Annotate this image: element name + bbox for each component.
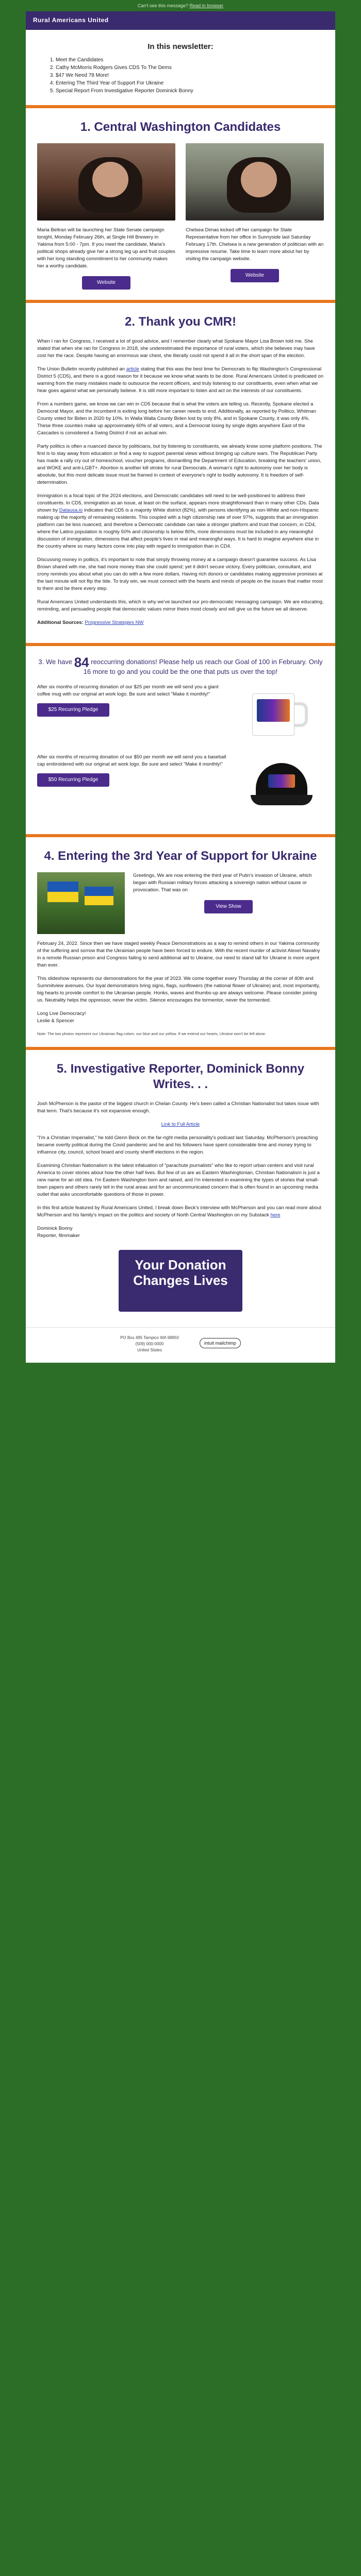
section-ukraine [26, 837, 335, 1047]
paragraph [37, 366, 324, 395]
candidate-photo [186, 143, 324, 221]
toc-item: 3. $47 We Need 78 More! [56, 72, 324, 79]
paragraph: From a numbers game, we know we can win in CD5 because that is what the voters are telling us. Recently, Spokane elected a Democrat Mayor, and the incumbent is exiting long before her career needs to end. Additionally, as reported by Politico, Whitman County voted for Biden in 2020 by 10%. In Walla Walla County Biden lost by only 8%, and in Spokane County, it was only 4%. These three counties make up approximately 60% of all voters, and a Democrat losing by single digits anywhere East of the Cascades is considered a Swing District if not an actual win. [37, 401, 317, 436]
text: stating that this was the best time for Democrats to flip Washington's Congressional District 5 (CD5), and there is a good reason for it because we know what wants to be done. Rural Americans United is predicated on warning from the many mistakes made to outsource the recent officers, and truly listening to our constituents, even when what we hear goes against what we personally believe. It is still more important to listen and act on the interests of our constituents. [37, 366, 323, 394]
footer [26, 1327, 335, 1363]
paragraph [37, 1205, 324, 1219]
newsletter-toc [26, 30, 335, 105]
candidate-maria [37, 143, 175, 290]
section-title: 2. Thank you CMR! [124, 315, 236, 329]
footer-address [120, 1335, 179, 1353]
candidate-bio: Maria Beltran will be launching her State Senate campaign tonight, Monday February 26th, at Single Hill Brewery in Yakima from 5:00 - 7pm. If you meet the candidate, Maria's political shops already give her a strong leg up and fruit couples with her long standing commitment to her community makes her a worthy candidate. [37, 227, 175, 269]
toc-item: 2. Cathy McMorris Rodgers Gives CDS To The Dems [56, 64, 324, 72]
donation-50 [37, 754, 324, 816]
paragraph: Greetings, We are now entering the third year of Putin's invasion of Ukraine, which began with Russian military forces attacking a sovereign nation without cause or provocation. That was on [133, 872, 312, 893]
sources-link[interactable]: Progressive Strategies NW [85, 620, 144, 625]
toc-item: 1. Meet the Candidates [56, 56, 324, 64]
banner-title: Rural Americans United [33, 16, 109, 24]
ukraine-photo [37, 872, 125, 934]
paragraph [37, 493, 324, 550]
banner [26, 11, 335, 30]
pledge-25-button[interactable]: $25 Recurring Pledge [37, 703, 109, 717]
paragraph: This slideshow represents our demonstrations for the year of 2023. We come together every Thursday at the corner of 40th and Summitview avenues. Our loyal demonstrators bring signs, flags, sunflowers (the national flower of Ukraine) and, most importantly, big hearts to provide comfort to the Ukrainian people. Honks, waves and thumbs-up are always welcome. Please consider joining us. Neutrality helps the oppressor, never the victim. Silence encourages the tormentor, never the tormented. [37, 975, 320, 1003]
section-reporter [26, 1050, 335, 1327]
substack-link[interactable]: here [270, 1212, 281, 1218]
preheader-text: Can't see this message? [137, 3, 189, 8]
text: 3. We have [38, 658, 73, 666]
paragraph: "I'm a Christian Imperialist," he told Glenn Beck on the far-right media personality's podcast last Saturday. McPherson's preaching became overtly political during the Covid pandemic and he and his followers have spent considerable time and money trying to influence city, council, school board and county sheriff elections in the region. [37, 1134, 318, 1155]
pledge-50-button[interactable]: $50 Recurring Pledge [37, 773, 109, 787]
section-title: 4. Entering the 3rd Year of Support for Ukraine [44, 849, 317, 863]
website-button[interactable]: Website [82, 276, 130, 290]
website-button[interactable]: Website [231, 269, 279, 282]
candidate-chelsea [186, 143, 324, 290]
donation-25 [37, 684, 324, 745]
paragraph: February 24, 2022. Since then we have staged weekly Peace Demonstrations as a way to remind others in our Yakima community of the suffering and sorrow that the Ukrainian people have been forced to endure. With the recent murder of activist Alexei Navalny in a remote Russian prison and Congress failing to send additional aid to Ukraine, our need to stand tall for Ukraine is more urgent than ever. [37, 940, 320, 968]
email-container [26, 11, 335, 1327]
text: The Union Bulletin recently published an [37, 366, 125, 372]
section-donations [26, 646, 335, 834]
text: indicates that CD5 is a majority White district (82%), with persons identifying as non-White and non-Hispanic making up the majority of remaining residents. This coupled with a high citizenship rate of over 97%, suggests that an immigration platform can be less nuanced, and therefore a Democratic candidate can take a stronger platform and trust that concern, in CD4, where the Latino population is roughly 50% and citizenship is below 80%, more dimensions must be included in any meaningful discussion of immigration, dimensions that affect people's lives in real and meaningful ways. It is hard to imagine anywhere else in the country where so many factors come into play with regard to immigration than in CD4. [37, 507, 319, 549]
sources [37, 619, 324, 626]
donation-heading [37, 654, 324, 676]
view-show-button[interactable]: View Show [204, 900, 253, 913]
paragraph: Rural Americans United understands this, which is why we've launched our pro-democratic messaging campaign. We are educating, reminding, and persuading people that democratic values mirror theirs most closely and will give us the future we all deserve. [37, 599, 324, 612]
section-title: 1. Central Washington Candidates [80, 120, 281, 134]
note: Note: The two photos represent our Ukrainian flag colors: our blue and our yellow. If we extend our hearts, Ukraine won't be left alone. [37, 1031, 267, 1036]
candidate-bio: Chelsea Dimas kicked off her campaign for State Representative from her office in Sunnyside last Saturday February 17th. Chelsea is a new generation of politician with an impressive resume. Take time to learn more about her by visiting the campaign website. [186, 227, 324, 262]
donation-count: 84 [74, 654, 89, 670]
preheader [0, 0, 361, 11]
toc-heading: In this newsletter: [147, 42, 214, 51]
section-candidates [26, 108, 335, 300]
text: reoccurring donations! Please help us reach our Goal of 100 in February. Only 16 more to go and you could be the one that puts us over the top! [83, 658, 323, 675]
section-title: 5. Investigative Reporter, Dominick Bonny Writes. . . [56, 1061, 305, 1091]
paragraph: Examining Christian Nationalism is the latest infatuation of "parachute journalists" who like to report urban centers and visit rural America to cover stories about how the other half lives. But few of us are as Eastern Washingtonian, Christian Nationalism is just a new name for an old idea. I'm Eastern Washington born and raised, and I'm interested in examining the types of stories that small-town papers and others rarely tell in the rural areas and for an uncommunicated concern that is often found in an upcoming media outlet that asks uncomfortable questions of those in power. [37, 1162, 320, 1197]
address-line: United States [137, 1347, 162, 1352]
mailchimp-badge[interactable]: intuit mailchimp [200, 1338, 241, 1348]
toc-list [37, 56, 324, 95]
donation-text: After six months of recurring donation of our $50 per month we will send you a baseball cap embroidered with our original art work logo. Be sure and select "Make it monthly!" [37, 754, 226, 767]
donation-text: After six months of recurring donation of our $25 per month we will send you a giant coffee mug with our original art work logo. Be sure and select "Make it monthly!" [37, 684, 219, 697]
text: In this first article featured by Rural Americans United, I break down Beck's interview with McPherson and you can read more about McPherson and his family's impact on the politics and society of North Central Washington on my Substack [37, 1205, 321, 1218]
mug-image [236, 684, 324, 745]
paragraph [37, 1121, 324, 1128]
paragraph: Discussing money in politics, it's important to note that simply throwing money at a campaign doesn't guarantee success. As Lisa Brown shared with me, she had more money than she could spend; yet it didn't secure victory. Every politician, consultant, and crony reminds you about what you can do with a few more dollars. Having rich donors or candidates making aggressive promises at the last minute will not flip the tide. To truly win, we must connect with the hearts and minds of people on the issues that matter most to them and be there every step. [37, 557, 323, 591]
signature-name: Dominick Bonny [37, 1225, 73, 1231]
paragraph: Josh McPherson is the pastor of the biggest church in Chelan County. He's been called a Christian Nationalist but takes issue with that term. That's because it's not expansive enough. [37, 1100, 319, 1114]
paragraph: Leslie & Spencer [37, 1018, 74, 1024]
datausa-link[interactable]: Datausa.io [59, 507, 83, 513]
hat-image [236, 754, 324, 816]
section-thank-you [26, 303, 335, 643]
toc-item: 4. Entering The Third Year of Support For Ukraine [56, 79, 324, 87]
donation-slogan: Your Donation Changes Lives [119, 1250, 242, 1312]
signature-title: Reporter, filmmaker [37, 1232, 80, 1239]
address-line: (509) 000-0000 [135, 1341, 164, 1346]
toc-item: 5. Special Report From Investigative Reporter Dominick Bonny [56, 87, 324, 95]
paragraph: Party politics is often a nuanced dance by politicians, but by listening to constituents, we already know some platform positions. The first is to stay away from education or find a way to support parental views without bringing up culture wars. The Republican Party has made a rally cry out of homeschool, voucher programs, dismantling the Department of Education, breaking the teachers' union, and WOKE and anti-LGBT+. Abortion is another kill stroke for rural Democrats. A woman's right to autonomy over her body is absolute, but this most delicate issue must be framed in context of everyone's right to bodily autonomy. It is freedom of self-determination. [37, 444, 322, 485]
sources-label: Additional Sources: [37, 620, 84, 625]
paragraph: When I ran for Congress, I received a lot of good advice, and I remember clearly what Spokane Mayor Lisa Brown told me. She stated that when she ran for Congress in 2018, she underestimated the importance of rural voters, which she believes may have cost her the race. Despite having an enormous war chest, she literally could not spend it all in the short span of the election. [37, 338, 315, 359]
browser-link[interactable]: Read in browser [189, 3, 224, 8]
address-line: PO Box 495 Tampico WA 98950 [120, 1335, 179, 1340]
candidate-photo [37, 143, 175, 221]
paragraph: Long Live Democracy! [37, 1010, 86, 1016]
text: Immigration is a focal topic of the 2024 elections, and Democratic candidates will need to be well-positioned to address their constituents. In CD5, immigration as an issue, at least on the surface, appears more straightforward than in many other CDs. Data shown by [37, 493, 319, 513]
article-link[interactable]: article [126, 366, 140, 372]
full-article-link[interactable]: Link to Full Article [161, 1121, 200, 1127]
